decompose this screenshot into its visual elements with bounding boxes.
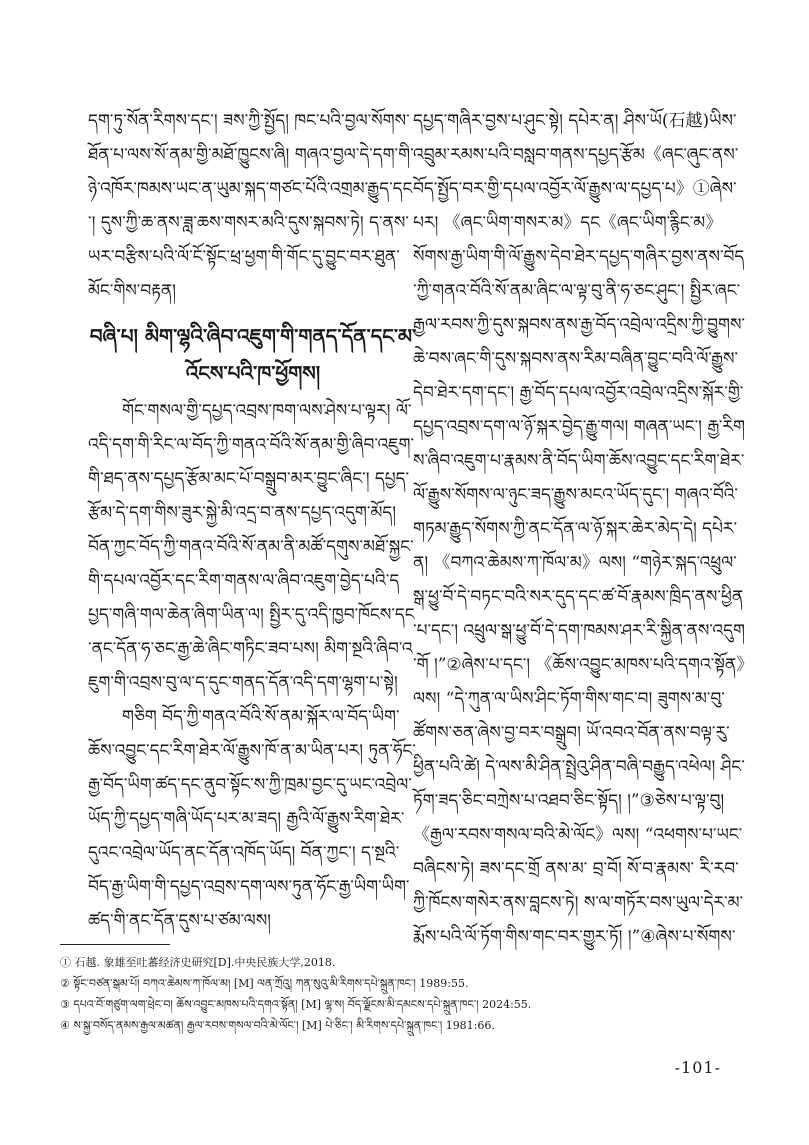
left-column bbox=[88, 104, 418, 308]
footnote: ④ ས་སྐྱ་བསོད་ནམས་རྒྱལ་མཚན། རྒྱལ་རབས་གསལ་བའི་མེ་ལོང་། [M] པེ་ཅིང་། མི་རིགས་དཔེ་སྐྲུན་ཁང་། 1981:66. bbox=[60, 1019, 495, 1032]
body-paragraph: དག་ཏུ་སོན་རིགས་དང་། ཟས་ཀྱི་སྤྱོད། ཁང་པའི་བྱལ་སོགས་ཐོན་པ་ལས་སོ་ནམ་གྱི་མཐོ་ཁྱུངས་ཞི། གཞའ་བྱལ་དེ་དག་གི་ཉེ་འཁོར་ཁམས་ཡང་ན་ཡུམ་སྐད་གཙང་པོའི་འགྲམ་རྒྱུད་དང་། དུས་ཀྱི་ཆ་ནས་ཟླ་ཆས་གསར་མའི་དུས་སྐབས་ཏེ། ད་ནས་ཡར་བརྩིས་པའི་ལོ་ངོ་སྟོང་ཕྲ་ཕྱག་གི་གོང་དུ་བྱུང་བར་ཐུན་མོང་གིས་བརྟན། bbox=[88, 111, 414, 301]
footnotes bbox=[60, 952, 750, 1036]
page-number: -101- bbox=[674, 1058, 721, 1077]
right-column bbox=[413, 104, 745, 954]
footnote-divider bbox=[60, 944, 170, 945]
footnote: ③ དཔའ་བོ་གཙུག་ལག་ཕྲེང་བ། ཆོས་འབྱུང་མཁས་པའི་དགའ་སྟོན། [M] ལྷ་ས། བོད་ལྗོངས་མི་དམངས་དཔེ་སྐྲུན་ཁང་། 2024:55. bbox=[60, 998, 532, 1011]
body-paragraph: དཔྱད་གཞིར་བྱས་པ་ཤུང་སྟེ། དཔེར་ན། ཤིས་ཡོ(石越)ཡིས་འབྲུམ་རམས་པའི་བསླབ་གནས་དཔྱད་རྩོམ《ཞང་ཞུང་ནས་བོད་སྤྱོད་བར་གྱི་དཔལ་འབྱོར་ལོ་རྒྱུས་ལ་དཔྱད་པ》①ཞེས་པར། 《ཞང་ཡིག་གསར་མ》དང《ཞང་ཡིག་རྙིང་མ》སོགས་རྒྱ་ཡིག་གི་ལོ་རྒྱུས་དེབ་ཐེར་དཔྱད་གཞིར་བྱས་ནས་བོད་ཀྱི་གནའ་བོའི་སོ་ནམ་ཞིང་ལ་ལྟ་བུ་ནི་ཧ་ཅང་ཤུང་། སྤྱིར་ཞང་རྒྱལ་རབས་ཀྱི་དུས་སྐབས་ནས་རྒྱ་བོད་འབྲེལ་འདྲིས་ཀྱི་བྱུགས་ཆེ་བས་ཞང་གི་དུས་སྐབས་ནས་རིམ་བཞིན་བྱུང་བའི་ལོ་རྒྱུས་དེབ་ཐེར་དག་དང་། རྒྱ་བོད་དཔལ་འབྱོར་འབྲེལ་འདྲིས་སྐོར་གྱི་དཔྱད་འབྲས་དག་ལ་ཉོ་སྐར་བྱེད་རྒྱུ་གལ། གཞན་ཡང་། རྒྱ་རིགས་ཞིབ་འཇུག་པ་རྣམས་ནི་བོད་ཡིག་ཆོས་འབྱུང་དང་རིག་ཐེར་ལོ་རྒྱུས་སོགས་ལ་ཉུང་ཟད་རྒྱུས་མངའ་ཡོད་དུང་། གཞའ་བོའི་གཏམ་རྒྱུད་སོགས་ཀྱི་ནང་དོན་ལ་ཉོ་སྐར་ཆེར་མེད་དེ། དཔེར་ན། 《བཀའ་ཆེམས་ཀ་ཁོལ་མ》ལས། “གཉེར་སྐད་འཕྲུལ་སྒ་ཕྱུ་བོ་དེ་བཏང་བའི་སར་དུད་དང་ཚ་བོ་རྣམས་ཁྲིད་ནས་ཕྱིན་པ་དང་། འཕྲུལ་སྒ་ཕྱུ་བོ་དེ་དག་ཁམས་ཤར་རི་སྐྱིན་ནས་འདུག་གོ །”②ཞེས་པ་དང་། 《ཆོས་འབྱུང་མཁས་པའི་དགའ་སྟོན》ལས། “དེ་ཀུན་ལ་ཡིས་ཤིང་ཏོག་གིས་གང་བ། ཟུགས་མ་བུ་ཚོགས་ཅན་ཞེས་བྱ་བར་བསྒྲུབ། ཡོ་འབའ་བོན་ནས་བལྟ་རུ་ཕྱིན་པའི་ཚེ། དེ་ལས་མི་ཤིན་སྤྲེའུ་ཤིན་བཞི་བརྒྱུད་འཕེལ། ཤིང་ཏོག་ཟད་ཅིང་བཀྲེས་པ་འཐབ་ཅིང་སྟོད། །”③ཅེས་པ་ལྟ་བུ། 《རྒྱལ་རབས་གསལ་བའི་མེ་ལོང》ལས། “འཕགས་པ་ཡང་བཞིངས་ཏེ། ཟས་དང་གྲོ ནས་མ་ བྲ་བོ། སོ་བ་རྣམས་ རི་རབ་ཀྱི་ཁོངས་གསེར་ནས་བླངས་ཏེ། ས་ལ་གཏོར་བས་ཡུལ་དེར་མ་རྨོས་པའི་ལོ་ཏོག་གིས་གང་བར་གྱུར་ཏོ། །”④ཞེས་པ་སོགས་ bbox=[413, 111, 745, 947]
body-paragraph: གོང་གསལ་གྱི་དཔྱད་འབྲས་ཁག་ལས་ཤེས་པ་ལྟར། ལོ་འདི་དག་གི་རིང་ལ་བོད་ཀྱི་གནའ་བོའི་སོ་ནམ་གྱི་ཞིབ་འཇུག་གི་ཐད་ནས་དཔྱད་རྩོམ་མང་པོ་བསྒྲུབ་མར་བྱུང་ཞིང་། དཔྱད་རྩོམ་དེ་དག་གིས་ཟུར་སྐྱེ་མི་འདྲ་བ་ནས་དཔྱད་འདུག་མོད། བོན་ཀྱང་བོད་ཀྱི་གནའ་བོའི་སོ་ནམ་ནི་མཚོ་དགུས་མཐོ་སྐྱང་གི་དཔལ་འབྱོར་དང་རིག་གནས་ལ་ཞིབ་འཇུག་བྱེད་པའི་དཔྱད་གཞི་གལ་ཆེན་ཞིག་ཡིན་ལ། སྤྱིར་དུ་འདི་ཁྱབ་ཁོངས་དང་ནང་དོན་ཧ་ཅང་རྒྱ་ཆེ་ཞིང་གཏིང་ཟབ་པས། མིག་སྔའི་ཞིབ་འཇུག་གི་འབྲས་བུ་ལ་ད་དུང་གནད་དོན་འདི་དག་ལྷག་པ་སྟེ། bbox=[88, 401, 415, 693]
footnote: ① 石越. 象雄至吐蕃经济史研究[D].中央民族大学,2018. bbox=[60, 956, 336, 969]
footnote: ② སྟོང་བཙན་སྒམ་པོ། བཀའ་ཆེམས་ཀ་ཁོལ་མ། [M] ལན་ཀྲོའུ། ཀན་སུའུ་མི་རིགས་དཔེ་སྐྲུན་ཁང་། 1989:55. bbox=[60, 977, 469, 990]
body-paragraph: གཅིག བོད་ཀྱི་གནའ་བོའི་སོ་ནམ་སྐོར་ལ་བོད་ཡིག་ཆོས་འབྱུང་དང་རིག་ཐེར་ལོ་རྒྱུས་ཁོ་ན་མ་ཡིན་པར། ཏུན་ཧོང་རྒྱ་བོད་ཡིག་ཚད་དང་ནུབ་སྟོང་ས་ཀྱི་ཁྲམ་བྱང་དུ་ཡང་འབྲེལ་ཡོད་ཀྱི་དཔྱད་གཞི་ཡོད་པར་མ་ཟད། རྒྱའི་ལོ་རྒྱུས་རིག་ཐེར་དུའང་འབྲེལ་ཡོད་ནང་དོན་འཁོད་ཡོད། བོན་ཀྱང་། ད་སྔའི་བོད་རྒྱ་ཡིག་གི་དཔྱད་འབྲས་དག་ལས་ཏུན་ཧོང་རྒྱ་ཡིག་ཡིག་ཚད་གི་ནང་དོན་དུས་པ་ཙམ་ལས། bbox=[88, 707, 416, 931]
left-column-continued bbox=[88, 394, 418, 938]
section-heading: བཞི་པ། མིག་ལྷའི་ཞིབ་འཇུག་གི་གནད་དོན་དང་མ་འོངས་པའི་ཁ་ཕྱོགས། bbox=[89, 324, 417, 385]
